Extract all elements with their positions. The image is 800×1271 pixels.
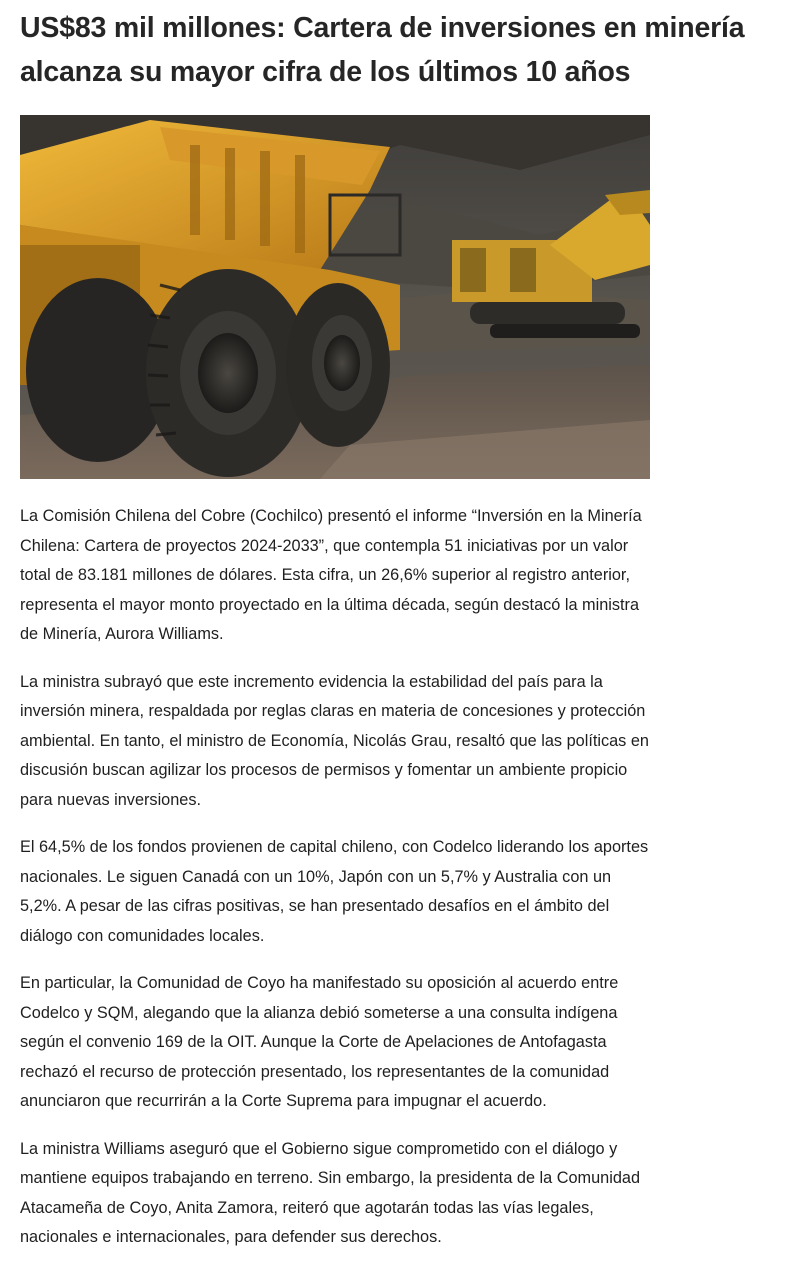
paragraph: En particular, la Comunidad de Coyo ha manifestado su oposición al acuerdo entre Codelco y SQM, alegando que la alianza debió someterse a una consulta indígena según el convenio 169 de la OIT. Aunque la Corte de Apelaciones de Antofagasta rechazó el recurso de protección presentado, los representantes de la comunidad anunciaron que recurrirán a la Corte Suprema para impugnar el acuerdo. <box>20 974 619 1110</box>
hero-image <box>20 115 650 479</box>
paragraph: El 64,5% de los fondos provienen de capital chileno, con Codelco liderando los aportes nacionales. Le siguen Canadá con un 10%, Japón con un 5,7% y Australia con un 5,2%. A pesar de las cifras positivas, se han presentado desafíos en el ámbito del diálogo con comunidades locales. <box>20 838 649 945</box>
paragraph: La Comisión Chilena del Cobre (Cochilco) presentó el informe “Inversión en la Minería Chilena: Cartera de proyectos 2024-2033”, que contempla 51 iniciativas por un valor total de 83.181 millones de dólares. Esta cifra, un 26,6% superior al registro anterior, representa el mayor monto proyectado en la última década, según destacó la ministra de Minería, Aurora Williams. <box>20 507 642 643</box>
article-title: US$83 mil millones: Cartera de inversiones en minería alcanza su mayor cifra de los últimos 10 años <box>20 12 745 88</box>
article-body <box>20 502 655 1271</box>
paragraph: La ministra Williams aseguró que el Gobierno sigue comprometido con el diálogo y mantiene equipos trabajando en terreno. Sin embargo, la presidenta de la Comunidad Atacameña de Coyo, Anita Zamora, reiteró que agotarán todas las vías legales, nacionales e internacionales, para defender sus derechos. <box>20 1139 640 1246</box>
paragraph: La ministra subrayó que este incremento evidencia la estabilidad del país para la inversión minera, respaldada por reglas claras en materia de concesiones y protección ambiental. En tanto, el ministro de Economía, Nicolás Grau, resaltó que las políticas en discusión buscan agilizar los procesos de permisos y fomentar un ambiente propicio para nuevas inversiones. <box>20 672 649 809</box>
mining-truck-photo-icon <box>20 115 650 479</box>
